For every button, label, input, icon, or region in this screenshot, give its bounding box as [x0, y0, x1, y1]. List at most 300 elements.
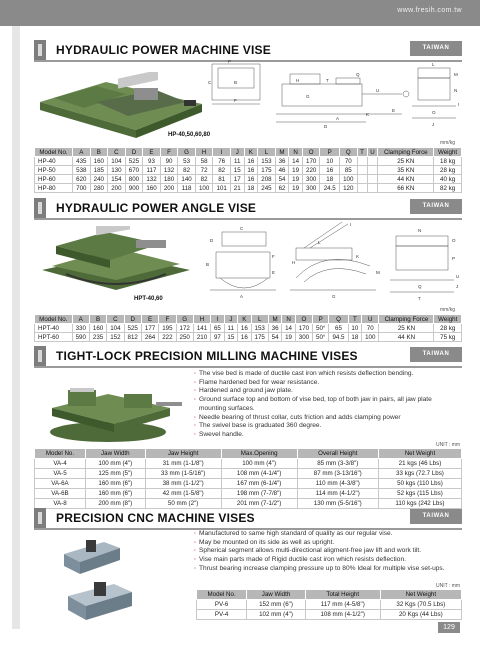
table-cell: 160	[89, 324, 106, 333]
table-row	[35, 469, 462, 479]
drawing-label: U	[456, 274, 460, 279]
table-cell: 16	[244, 157, 258, 166]
table-cell: VA-5	[35, 469, 86, 479]
table-cell: 58	[195, 157, 213, 166]
table-cell: 70	[362, 324, 379, 333]
unit-label: UNIT : mm	[436, 583, 461, 589]
table-cell: 154	[108, 175, 126, 184]
table-cell: 200	[108, 184, 126, 193]
drawing-label: F	[234, 98, 237, 103]
column-header: U	[367, 148, 378, 157]
table-cell: 240	[90, 175, 108, 184]
drawing-label: M	[454, 72, 458, 77]
column-header: I	[211, 315, 224, 324]
table-cell: 44 KN	[378, 175, 434, 184]
column-header: F	[160, 148, 178, 157]
table-cell: 108 mm (4-1/4")	[221, 469, 297, 479]
table-cell: 152 mm (6")	[247, 600, 306, 610]
column-header: C	[108, 148, 126, 157]
drawing-label: U	[376, 88, 380, 93]
table-cell: 300	[302, 184, 320, 193]
table-row	[35, 479, 462, 489]
table-cell: 100	[362, 333, 379, 342]
table-cell: 33 mm (1-5/16")	[145, 469, 221, 479]
table-cell: 175	[258, 166, 276, 175]
table-cell: 19	[289, 184, 303, 193]
table-cell: 141	[193, 324, 210, 333]
table-cell: 21 kgs (46 Lbs)	[378, 459, 461, 469]
table-cell: 100 mm (4")	[221, 459, 297, 469]
table-row	[35, 333, 462, 342]
table-cell: 16	[238, 333, 251, 342]
column-header: O	[295, 315, 312, 324]
table-row	[35, 459, 462, 469]
drawing-label: M	[376, 270, 380, 275]
table-cell: 200 mm (8")	[85, 499, 145, 509]
table-cell: 120	[339, 184, 357, 193]
table-cell: 40 kg	[434, 175, 462, 184]
table-cell: 114 mm (4-1/2")	[297, 489, 378, 499]
column-header: A	[73, 148, 91, 157]
section-marker	[34, 198, 46, 218]
column-header: Weight	[434, 315, 462, 324]
table-cell: 44 KN	[379, 333, 434, 342]
table-cell: 14	[282, 324, 295, 333]
table-cell: 160	[143, 184, 161, 193]
table-row	[35, 499, 462, 509]
table-cell: 46	[275, 166, 289, 175]
table-cell: 140	[178, 175, 196, 184]
table-cell: 18	[244, 184, 258, 193]
drawing-label: I	[350, 222, 352, 227]
table-cell: 435	[73, 157, 91, 166]
feature-item: · Hardened and ground jaw plate.	[194, 387, 460, 396]
table-cell: VA-8	[35, 499, 86, 509]
feature-item: · Swevel handle.	[194, 431, 460, 440]
column-header: A	[72, 315, 89, 324]
column-header: H	[193, 315, 210, 324]
drawing-label: G	[306, 94, 310, 99]
table-row	[35, 166, 462, 175]
table-cell: 132	[160, 166, 178, 175]
table-cell: 300	[302, 175, 320, 184]
feature-item: · The vise bed is made of ductile cast iron which resists deflection bending.	[194, 370, 460, 379]
column-header: C	[107, 315, 124, 324]
table-row	[35, 324, 462, 333]
drawing-label: T	[418, 296, 421, 301]
table-cell: 20 Kgs (44 Lbs)	[380, 610, 461, 620]
drawing-label: G	[332, 294, 336, 299]
feature-item: · Flame hardened bed for wear resistance.	[194, 379, 460, 388]
drawing-label: H	[292, 260, 296, 265]
unit-label: mm/kg	[440, 140, 455, 146]
feature-item: · Vise main parts made of Rigid ductile cast iron which resists deflection.	[194, 556, 460, 565]
table-cell: 11	[224, 324, 237, 333]
table-cell: 210	[193, 333, 210, 342]
table-cell	[357, 184, 367, 193]
column-header: T	[348, 315, 361, 324]
table-cell: 110 mm (4-3/8")	[297, 479, 378, 489]
table-cell: 65	[329, 324, 348, 333]
table-cell: 208	[258, 175, 276, 184]
table-cell: VA-4	[35, 459, 86, 469]
table-cell: 82	[178, 166, 196, 175]
column-header: M	[268, 315, 281, 324]
drawing-label: E	[272, 270, 276, 275]
drawing-label: I	[458, 102, 460, 107]
drawing-label: N	[454, 88, 458, 93]
table-cell: 10	[320, 157, 340, 166]
table-cell: 70	[339, 157, 357, 166]
drawing-label: K	[356, 254, 360, 259]
drawing-label: O	[432, 110, 436, 115]
table-cell: 100	[195, 184, 213, 193]
photo-caption: HP-40,50,60,80	[168, 132, 211, 138]
table-cell: 97	[211, 333, 224, 342]
table-cell: 130	[108, 166, 126, 175]
drawing-label: L	[318, 240, 321, 245]
table-cell: 14	[289, 157, 303, 166]
tight-lock-features-list	[194, 370, 460, 440]
column-header: Net Weight	[380, 590, 461, 600]
table-cell: 28 kg	[434, 166, 462, 175]
table-cell: 16	[244, 175, 258, 184]
table-cell: 11	[230, 157, 244, 166]
table-cell: 82	[213, 166, 231, 175]
table-cell: 130 mm (5-5/16")	[297, 499, 378, 509]
column-header: E	[141, 315, 158, 324]
column-header: O	[302, 148, 320, 157]
page-number: 129	[438, 622, 460, 633]
table-cell: 800	[125, 175, 143, 184]
column-header: Weight	[434, 148, 462, 157]
drawing-label: C	[240, 226, 244, 231]
drawing-label: D	[210, 238, 214, 243]
drawing-label: C	[208, 80, 212, 85]
table-cell: PV-6	[197, 600, 247, 610]
table-cell: 25 KN	[379, 324, 434, 333]
table-cell: 81	[213, 175, 231, 184]
table-cell: 15	[230, 166, 244, 175]
column-header: D	[125, 148, 143, 157]
table-cell: 180	[160, 175, 178, 184]
table-cell	[367, 166, 378, 175]
table-cell: 153	[251, 324, 268, 333]
table-cell: 50°	[313, 324, 329, 333]
column-header: Clamping Force	[378, 148, 434, 157]
table-cell: 110 kgs (242 Lbs)	[378, 499, 461, 509]
table-cell: 172	[176, 324, 193, 333]
column-header: Overall Height	[297, 449, 378, 459]
column-header: Total Height	[305, 590, 380, 600]
table-cell: 160	[90, 157, 108, 166]
table-cell	[367, 184, 378, 193]
table-cell: 18	[320, 175, 340, 184]
tight-lock-spec-table	[34, 448, 462, 509]
table-cell: 264	[141, 333, 158, 342]
angle-vise-photo	[36, 226, 196, 294]
column-header: Clamping Force	[379, 315, 434, 324]
table-cell: 90	[160, 157, 178, 166]
table-cell: 53	[178, 157, 196, 166]
table-cell: 33 kgs (72.7 Lbs)	[378, 469, 461, 479]
column-header: Jaw Height	[145, 449, 221, 459]
table-cell: 36	[275, 157, 289, 166]
table-cell: 167 mm (6-1/4")	[221, 479, 297, 489]
table-row	[35, 489, 462, 499]
table-cell: 85 mm (3-3/8")	[297, 459, 378, 469]
table-cell: VA-6B	[35, 489, 86, 499]
table-cell: 104	[107, 324, 124, 333]
table-cell: 900	[125, 184, 143, 193]
table-cell: 160 mm (6")	[85, 489, 145, 499]
table-cell: 195	[159, 324, 176, 333]
column-header: M	[275, 148, 289, 157]
table-cell: 82 kg	[434, 184, 462, 193]
drawing-label: Q	[418, 284, 422, 289]
origin-badge: TAIWAN	[410, 199, 462, 214]
hydraulic-vise-photo	[36, 72, 204, 140]
table-row	[35, 184, 462, 193]
table-cell: 280	[90, 184, 108, 193]
table-row	[197, 610, 462, 620]
table-cell: 185	[90, 166, 108, 175]
table-cell: 35 KN	[378, 166, 434, 175]
column-header: J	[230, 148, 244, 157]
table-cell	[367, 157, 378, 166]
angle-vise-drawing	[200, 218, 466, 308]
top-bar	[0, 0, 480, 26]
drawing-label: Q	[356, 72, 360, 77]
hydraulic-power-spec-table	[34, 147, 462, 193]
table-cell: 590	[72, 333, 89, 342]
hydraulic-vise-drawing	[206, 58, 468, 142]
origin-badge: TAIWAN	[410, 509, 462, 524]
column-header: J	[224, 315, 237, 324]
table-cell: HP-50	[35, 166, 73, 175]
table-header-row	[197, 590, 462, 600]
photo-caption: HPT-40,60	[134, 296, 163, 302]
cnc-spec-table	[196, 589, 462, 620]
table-cell: PV-4	[197, 610, 247, 620]
column-header: N	[282, 315, 295, 324]
table-cell: 10	[348, 324, 361, 333]
column-header: T	[357, 148, 367, 157]
table-cell: 330	[72, 324, 89, 333]
table-cell: 18 kg	[434, 157, 462, 166]
table-cell: HPT-60	[35, 333, 73, 342]
table-cell: 170	[302, 157, 320, 166]
column-header: G	[178, 148, 196, 157]
table-cell: 19	[289, 166, 303, 175]
section-header-hydraulic-angle	[34, 198, 462, 220]
column-header: L	[251, 315, 268, 324]
column-header: B	[90, 148, 108, 157]
section-title: HYDRAULIC POWER MACHINE VISE	[56, 43, 271, 57]
section-rule	[34, 366, 462, 368]
table-cell: 177	[141, 324, 158, 333]
table-cell: 85	[339, 166, 357, 175]
feature-item: · Spherical segment allows multi-directional aligment-free jaw lift and work tilt.	[194, 547, 460, 556]
column-header: Max.Opening	[221, 449, 297, 459]
drawing-label: A	[336, 116, 340, 121]
table-cell: 222	[159, 333, 176, 342]
section-title: HYDRAULIC POWER ANGLE VISE	[56, 201, 257, 215]
section-title: PRECISION CNC MACHINE VISES	[56, 511, 255, 525]
column-header: U	[362, 315, 379, 324]
table-cell: 19	[289, 175, 303, 184]
table-row	[197, 600, 462, 610]
table-cell: 100	[339, 175, 357, 184]
table-cell: 31 mm (1-1/8")	[145, 459, 221, 469]
table-cell: 220	[302, 166, 320, 175]
table-cell: 132	[143, 175, 161, 184]
column-header: K	[238, 315, 251, 324]
table-cell: 525	[125, 157, 143, 166]
table-cell: 118	[178, 184, 196, 193]
table-cell: 54	[275, 175, 289, 184]
column-header: L	[258, 148, 276, 157]
table-header-row	[35, 449, 462, 459]
table-cell: 32 Kgs (70.5 Lbs)	[380, 600, 461, 610]
drawing-label: T	[326, 78, 329, 83]
column-header: Model No.	[197, 590, 247, 600]
table-cell: 16	[244, 166, 258, 175]
table-cell: 538	[73, 166, 91, 175]
feature-item: · Ground surface top and bottom of vise bed, top of both jaw in pairs, all jaw plate mounting surfaces.	[194, 396, 460, 413]
table-cell: 38 mm (1-1/2")	[145, 479, 221, 489]
drawing-label: N	[418, 228, 422, 233]
table-cell: 200	[160, 184, 178, 193]
column-header: K	[244, 148, 258, 157]
drawing-label: L	[432, 62, 435, 67]
drawing-label: B	[234, 80, 238, 85]
table-cell: 18	[348, 333, 361, 342]
table-row	[35, 157, 462, 166]
table-cell: 152	[107, 333, 124, 342]
section-marker	[34, 40, 46, 60]
table-cell: 117 mm (4-5/8")	[305, 600, 380, 610]
drawing-label: A	[240, 294, 244, 299]
table-cell: 125 mm (5")	[85, 469, 145, 479]
origin-badge: TAIWAN	[410, 41, 462, 56]
table-cell: 72	[195, 166, 213, 175]
feature-item: · Manufactured to same high standard of quality as our regular vise.	[194, 530, 460, 539]
table-cell	[367, 175, 378, 184]
table-cell: 101	[213, 184, 231, 193]
table-cell: HPT-40	[35, 324, 73, 333]
table-cell	[357, 166, 367, 175]
column-header: Model No.	[35, 148, 73, 157]
table-cell: 201 mm (7-1/2")	[221, 499, 297, 509]
table-cell: 160 mm (6")	[85, 479, 145, 489]
cnc-vise-photos	[58, 534, 178, 624]
table-header-row	[35, 315, 462, 324]
column-header: N	[289, 148, 303, 157]
table-cell: 19	[282, 333, 295, 342]
table-cell: 82	[195, 175, 213, 184]
column-header: Jaw Width	[247, 590, 306, 600]
origin-badge: TAIWAN	[410, 347, 462, 362]
table-cell: 36	[268, 324, 281, 333]
table-cell: 104	[108, 157, 126, 166]
table-cell	[357, 175, 367, 184]
table-cell: 198 mm (7-7/8")	[221, 489, 297, 499]
feature-item: · May be mounted on its side as well as upright.	[194, 539, 460, 548]
drawing-label: J	[432, 122, 435, 127]
unit-label: UNIT : mm	[436, 442, 461, 448]
table-cell: 50 mm (2")	[145, 499, 221, 509]
table-cell: 170	[295, 324, 312, 333]
table-cell: 62	[275, 184, 289, 193]
table-cell: 42 mm (1-5/8")	[145, 489, 221, 499]
table-cell: 117	[143, 166, 161, 175]
feature-item: · Thrust bearing increase clamping pressure up to 80% Ideal for multiple vise set-ups.	[194, 565, 460, 574]
table-cell: 17	[230, 175, 244, 184]
table-cell: 75 kg	[434, 333, 462, 342]
section-marker	[34, 346, 46, 366]
table-cell: HP-80	[35, 184, 73, 193]
section-header-precision-cnc	[34, 508, 462, 530]
drawing-label: K	[366, 112, 370, 117]
column-header: Model No.	[35, 449, 86, 459]
website-url: www.fresih.com.tw	[397, 7, 462, 14]
table-cell: 153	[258, 157, 276, 166]
drawing-label: E	[392, 108, 396, 113]
column-header: I	[213, 148, 231, 157]
table-cell: 16	[320, 166, 340, 175]
column-header: G	[176, 315, 193, 324]
drawing-label: J	[456, 284, 459, 289]
table-cell: 16	[238, 324, 251, 333]
column-header: Model No.	[35, 315, 73, 324]
table-cell: 15	[224, 333, 237, 342]
table-cell: 52 kgs (115 Lbs)	[378, 489, 461, 499]
table-cell: 54	[268, 333, 281, 342]
table-cell: 76	[213, 157, 231, 166]
table-cell: 66 KN	[378, 184, 434, 193]
column-header: E	[143, 148, 161, 157]
drawing-label: P	[228, 59, 232, 64]
table-cell: 21	[230, 184, 244, 193]
table-cell: 65	[211, 324, 224, 333]
column-header: Net Weight	[378, 449, 461, 459]
table-header-row	[35, 148, 462, 157]
tight-lock-vise-photo	[38, 372, 186, 444]
drawing-label: H	[296, 78, 300, 83]
table-cell: 100 mm (4")	[85, 459, 145, 469]
cnc-features-list	[194, 530, 460, 574]
table-cell: HP-40	[35, 157, 73, 166]
table-cell: 620	[73, 175, 91, 184]
drawing-label: F	[272, 254, 275, 259]
drawing-label: O	[452, 238, 456, 243]
table-cell: 50 kgs (110 Lbs)	[378, 479, 461, 489]
table-cell: 525	[124, 324, 141, 333]
section-title: TIGHT-LOCK PRECISION MILLING MACHINE VISES	[56, 349, 358, 363]
drawing-label: P	[452, 256, 456, 261]
table-cell: 670	[125, 166, 143, 175]
table-cell: HP-60	[35, 175, 73, 184]
table-cell: 93	[143, 157, 161, 166]
column-header: H	[195, 148, 213, 157]
column-header: Q	[339, 148, 357, 157]
column-header: D	[124, 315, 141, 324]
table-cell: 25 KN	[378, 157, 434, 166]
column-header: F	[159, 315, 176, 324]
table-cell: 87 mm (3-13/16")	[297, 469, 378, 479]
table-cell: 235	[89, 333, 106, 342]
